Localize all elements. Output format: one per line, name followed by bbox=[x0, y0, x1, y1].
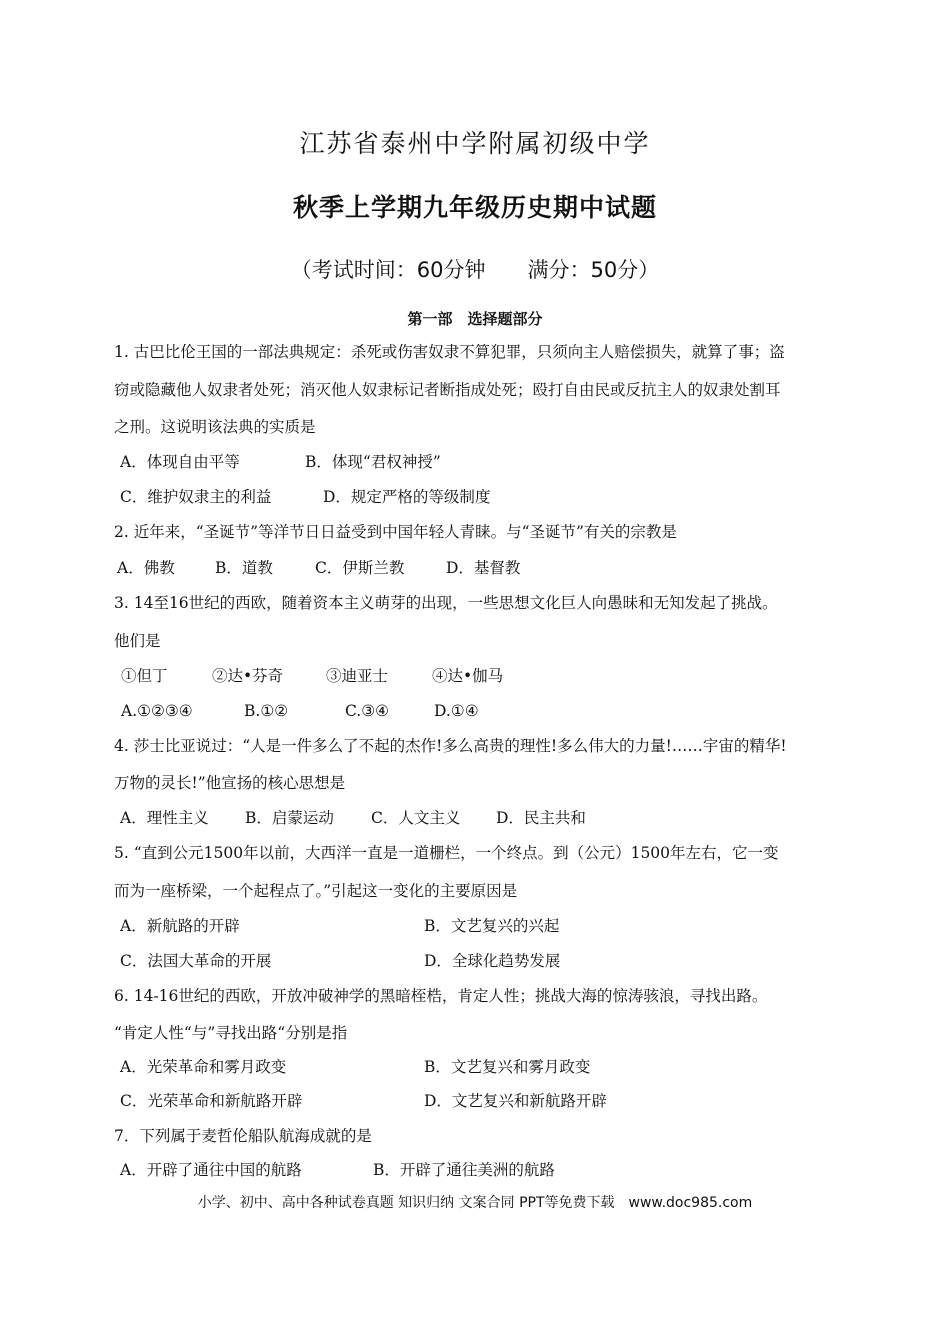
question-3-option-d: D.①④ bbox=[434, 702, 479, 720]
section-title: 第一部 选择题部分 bbox=[407, 310, 543, 328]
question-3-item-4: ④达•伽马 bbox=[432, 667, 504, 685]
question-5-option-c: C．法国大革命的开展 bbox=[120, 952, 272, 970]
question-7-option-a: A．开辟了通往中国的航路 bbox=[120, 1161, 302, 1179]
question-6-option-a: A．光荣革命和雾月政变 bbox=[120, 1058, 287, 1076]
question-6-line-2: “肯定人性“与”寻找出路“分别是指 bbox=[114, 1024, 348, 1042]
question-1-line-3: 之刑。这说明该法典的实质是 bbox=[114, 418, 316, 436]
question-1-line-1: 1. 古巴比伦王国的一部法典规定：杀死或伤害奴隶不算犯罪，只须向主人赔偿损失，就算了事；盗 bbox=[114, 343, 785, 361]
question-2-option-c: C．伊斯兰教 bbox=[315, 559, 405, 577]
footer-text: 小学、初中、高中各种试卷真题 知识归纳 文案合同 PPT等免费下载 www.doc985.com bbox=[197, 1195, 753, 1211]
school-title: 江苏省泰州中学附属初级中学 bbox=[299, 129, 651, 158]
question-1-option-c: C．维护奴隶主的利益 bbox=[120, 488, 272, 506]
question-4-option-c: C．人文主义 bbox=[371, 809, 461, 827]
question-2-line-1: 2. 近年来，“圣诞节”等洋节日日益受到中国年轻人青睐。与“圣诞节”有关的宗教是 bbox=[114, 523, 677, 541]
exam-info: （考试时间：60分钟 满分：50分） bbox=[290, 258, 660, 282]
question-2-option-d: D．基督教 bbox=[446, 559, 521, 577]
question-3-item-3: ③迪亚士 bbox=[326, 667, 389, 685]
question-3-option-c: C.③④ bbox=[345, 702, 390, 720]
question-7-line-1: 7．下列属于麦哲伦船队航海成就的是 bbox=[114, 1127, 372, 1145]
exam-title: 秋季上学期九年级历史期中试题 bbox=[292, 193, 657, 222]
question-4-option-b: B．启蒙运动 bbox=[245, 809, 334, 827]
question-3-item-1: ①但丁 bbox=[121, 667, 168, 685]
question-3-line-1: 3. 14至16世纪的西欧，随着资本主义萌芽的出现，一些思想文化巨人向愚昧和无知发起了挑战。 bbox=[114, 594, 778, 612]
question-6-line-1: 6. 14-16世纪的西欧，开放冲破神学的黑暗桎梏，肯定人性；挑战大海的惊涛骇浪，寻找出路。 bbox=[114, 987, 768, 1005]
question-6-option-c: C．光荣革命和新航路开辟 bbox=[120, 1092, 303, 1110]
question-5-line-1: 5. “直到公元1500年以前，大西洋一直是一道栅栏，一个终点。到（公元）1500年左右，它一变 bbox=[114, 844, 779, 862]
question-1-option-d: D．规定严格的等级制度 bbox=[323, 488, 491, 506]
question-3-option-a: A.①②③④ bbox=[121, 702, 193, 720]
question-5-option-b: B．文艺复兴的兴起 bbox=[424, 917, 560, 935]
question-3-item-2: ②达•芬奇 bbox=[212, 667, 284, 685]
question-7-option-b: B．开辟了通往美洲的航路 bbox=[373, 1161, 555, 1179]
question-4-option-d: D．民主共和 bbox=[496, 809, 586, 827]
question-1-option-b: B．体现“君权神授” bbox=[305, 453, 441, 471]
question-2-option-a: A．佛教 bbox=[117, 559, 175, 577]
question-6-option-d: D．文艺复兴和新航路开辟 bbox=[424, 1092, 607, 1110]
question-4-line-2: 万物的灵长!”他宣扬的核心思想是 bbox=[114, 774, 346, 792]
question-3-line-2: 他们是 bbox=[114, 632, 161, 650]
question-1-line-2: 窃或隐藏他人奴隶者处死；消灭他人奴隶标记者断指成处死；殴打自由民或反抗主人的奴隶处割耳 bbox=[114, 381, 781, 399]
question-4-line-1: 4. 莎士比亚说过：“人是一件多么了不起的杰作!多么高贵的理性!多么伟大的力量!……宇宙的精华! bbox=[114, 737, 787, 755]
question-5-option-d: D．全球化趋势发展 bbox=[424, 952, 561, 970]
question-5-option-a: A．新航路的开辟 bbox=[120, 917, 240, 935]
question-1-option-a: A．体现自由平等 bbox=[120, 453, 240, 471]
question-4-option-a: A．理性主义 bbox=[120, 809, 209, 827]
question-5-line-2: 而为一座桥梁，一个起程点了。”引起这一变化的主要原因是 bbox=[114, 882, 518, 900]
question-2-option-b: B．道教 bbox=[215, 559, 273, 577]
question-6-option-b: B．文艺复兴和雾月政变 bbox=[424, 1058, 591, 1076]
question-3-option-b: B.①② bbox=[244, 702, 289, 720]
